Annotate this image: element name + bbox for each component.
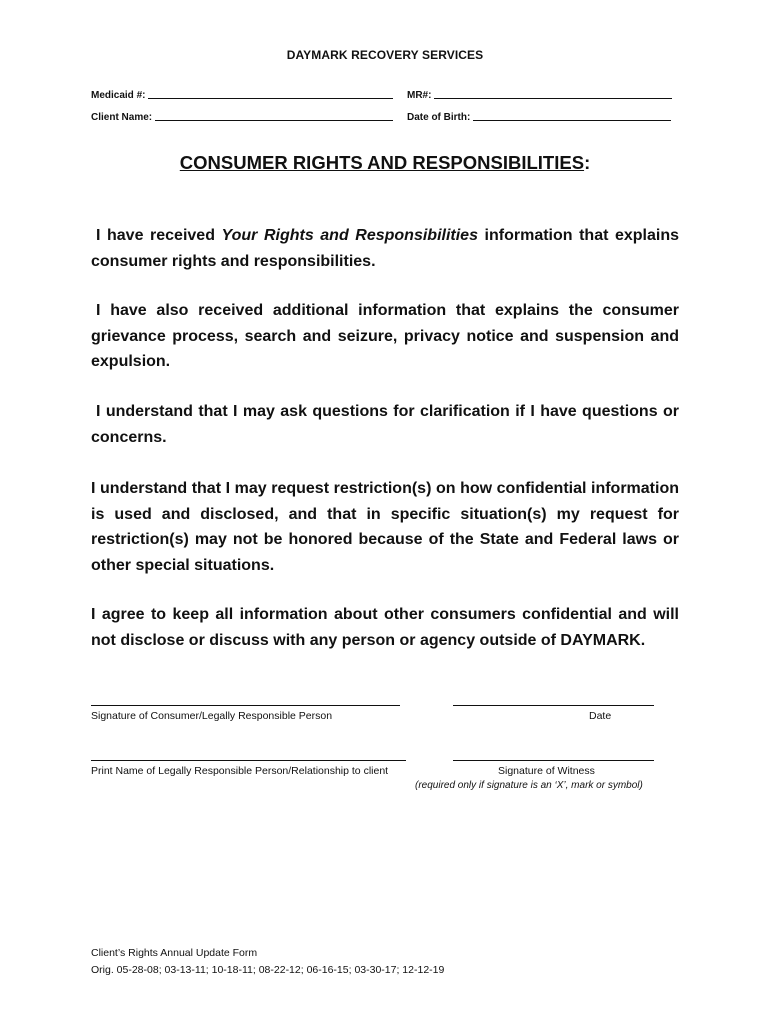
footer-form-name: Client’s Rights Annual Update Form [91,947,258,959]
witness-note: (required only if signature is an ‘X’, mark or symbol) [415,780,643,791]
organization-name: DAYMARK RECOVERY SERVICES [286,48,484,62]
title-text: CONSUMER RIGHTS AND RESPONSIBILITIES [179,152,585,173]
title-suffix: : [584,152,591,173]
date-label: Date [589,710,612,722]
mr-input-line[interactable] [434,88,672,99]
medicaid-field [91,88,393,101]
p1-text-start: I have received [96,227,222,244]
additional-info-paragraph: I have also received additional information that explains the consumer grievance process, search and seizure, privacy notice and suspension and expulsion. [91,302,679,370]
mr-field [407,88,672,101]
witness-signature-line[interactable] [453,760,654,761]
footer-revision-dates: Orig. 05-28-08; 03-13-11; 10-18-11; 08-22-12; 06-16-15; 03-30-17; 12-12-19 [91,964,445,976]
confidentiality-paragraph: I agree to keep all information about other consumers confidential and will not disclose or discuss with any person or agency outside of DAYMARK. [91,606,679,649]
witness-label: Signature of Witness [498,765,595,777]
p1-text-end: information that explains consumer rights and responsibilities. [91,227,680,270]
questions-paragraph: I understand that I may ask questions for clarification if I have questions or concerns. [91,403,679,446]
p1-document-title: Your Rights and Responsibilities [221,227,478,244]
client-name-label: Client Name: [91,112,153,123]
print-name-line[interactable] [91,760,406,761]
mr-label: MR#: [407,90,432,101]
dob-label: Date of Birth: [407,112,471,123]
rights-received-paragraph [91,223,679,274]
print-name-label: Print Name of Legally Responsible Person/Relationship to client [91,765,389,777]
medicaid-input-line[interactable] [148,88,393,99]
restrictions-paragraph: I understand that I may request restriction(s) on how confidential information is used and disclosed, and that in specific situation(s) my request for restriction(s) may not be honored because of the State and Federal laws or other special situations. [91,480,679,574]
medicaid-label: Medicaid #: [91,90,146,101]
consumer-signature-line[interactable] [91,705,400,706]
date-line[interactable] [453,705,654,706]
dob-field [407,110,671,123]
page-title [0,152,770,174]
client-name-input-line[interactable] [155,110,393,121]
dob-input-line[interactable] [473,110,671,121]
client-name-field [91,110,393,123]
consumer-signature-label: Signature of Consumer/Legally Responsible Person [91,710,333,722]
